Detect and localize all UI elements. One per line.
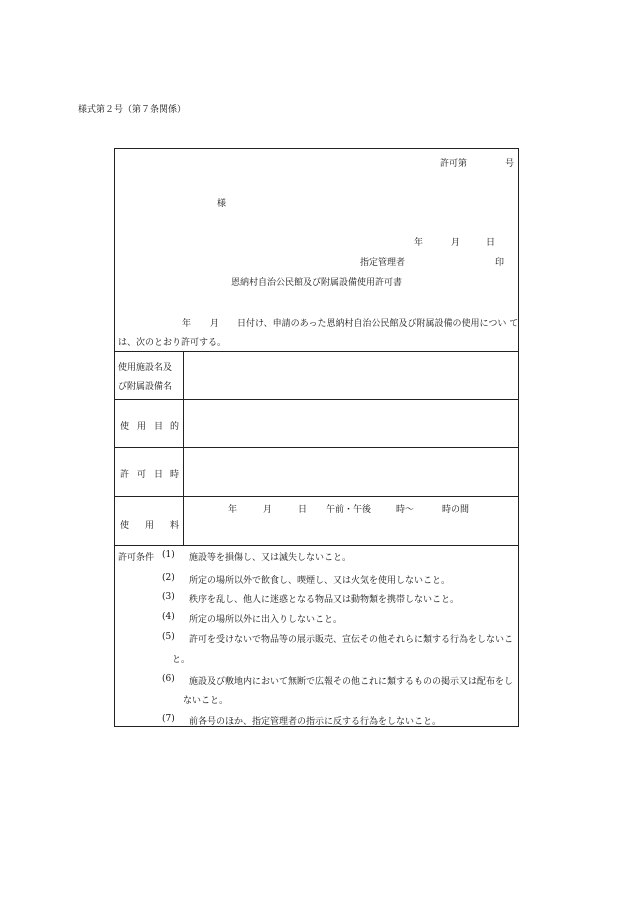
issue-date-day: 日 — [486, 238, 496, 248]
intro-text-line2: は、次のとおり許可する。 — [118, 338, 227, 348]
intro-text: 日付け、申請のあった恩納村自治公民館及び附属設備の使用につい て — [237, 319, 519, 329]
conditions-heading: 許可条件 — [118, 553, 155, 563]
usage-time-to: 時の間 — [442, 505, 470, 515]
condition-2-text: 所定の場所以外で飲食し、喫煙し、又は火気を使用しないこと。 — [189, 576, 451, 586]
condition-2-number: (2) — [162, 573, 175, 583]
datetime-char-3: 日 — [154, 470, 164, 480]
divider-datetime-bottom — [114, 496, 519, 497]
condition-5-text: 許可を受けないで物品等の展示販売、宣伝その他それらに類する行為をしないこ — [189, 635, 514, 645]
fee-char-3: 料 — [170, 521, 180, 531]
divider-header-bottom — [114, 351, 519, 352]
designated-manager-label: 指定管理者 — [360, 258, 406, 268]
permit-number-suffix: 号 — [505, 159, 515, 169]
condition-7-number: (7) — [162, 714, 175, 724]
purpose-char-3: 目 — [154, 422, 164, 432]
condition-4-text: 所定の場所以外に出入りしないこと。 — [189, 615, 343, 625]
datetime-char-4: 時 — [170, 470, 180, 480]
condition-5-text-cont: と。 — [172, 655, 191, 665]
condition-5-number: (5) — [162, 632, 175, 642]
datetime-char-1: 許 — [120, 470, 130, 480]
permit-number-prefix: 許可第 — [440, 159, 468, 169]
fee-char-2: 用 — [145, 521, 155, 531]
intro-month: 月 — [210, 319, 220, 329]
divider-label-column — [183, 351, 184, 545]
usage-am-pm: 午前・午後 — [326, 505, 372, 515]
facility-label-line2: び附属設備名 — [118, 382, 173, 392]
purpose-char-4: 的 — [170, 422, 180, 432]
condition-4-number: (4) — [162, 612, 175, 622]
datetime-char-2: 可 — [137, 470, 147, 480]
condition-6-text: 施設及び敷地内において無断で広報その他これに類するものの掲示又は配布をし — [189, 677, 514, 687]
facility-label-line1: 使用施設名及 — [118, 363, 173, 373]
issue-date-month: 月 — [451, 238, 461, 248]
purpose-char-1: 使 — [120, 422, 130, 432]
issue-date-year: 年 — [414, 238, 424, 248]
divider-facility-bottom — [114, 399, 519, 400]
usage-year: 年 — [228, 505, 238, 515]
condition-6-number: (6) — [162, 674, 175, 684]
seal-mark: 印 — [495, 258, 505, 268]
condition-1-number: (1) — [162, 550, 175, 560]
condition-7-text: 前各号のほか、指定管理者の指示に反する行為をしないこと。 — [189, 717, 442, 727]
usage-month: 月 — [263, 505, 273, 515]
divider-fee-bottom — [114, 545, 519, 546]
condition-6-text-cont: ないこと。 — [183, 696, 229, 706]
intro-year: 年 — [182, 319, 192, 329]
fee-char-1: 使 — [120, 521, 130, 531]
usage-day: 日 — [298, 505, 308, 515]
usage-time-from: 時～ — [396, 505, 415, 515]
condition-3-number: (3) — [162, 592, 175, 602]
purpose-char-2: 用 — [137, 422, 147, 432]
addressee-honorific: 様 — [217, 199, 227, 209]
document-title: 恩納村自治公民館及び附属設備使用許可書 — [231, 278, 403, 288]
condition-3-text: 秩序を乱し、他人に迷惑となる物品又は動物類を携帯しないこと。 — [189, 595, 460, 605]
form-number-label: 様式第２号（第７条関係） — [78, 105, 187, 115]
divider-purpose-bottom — [114, 447, 519, 448]
condition-1-text: 施設等を損傷し、又は滅失しないこと。 — [189, 553, 352, 563]
